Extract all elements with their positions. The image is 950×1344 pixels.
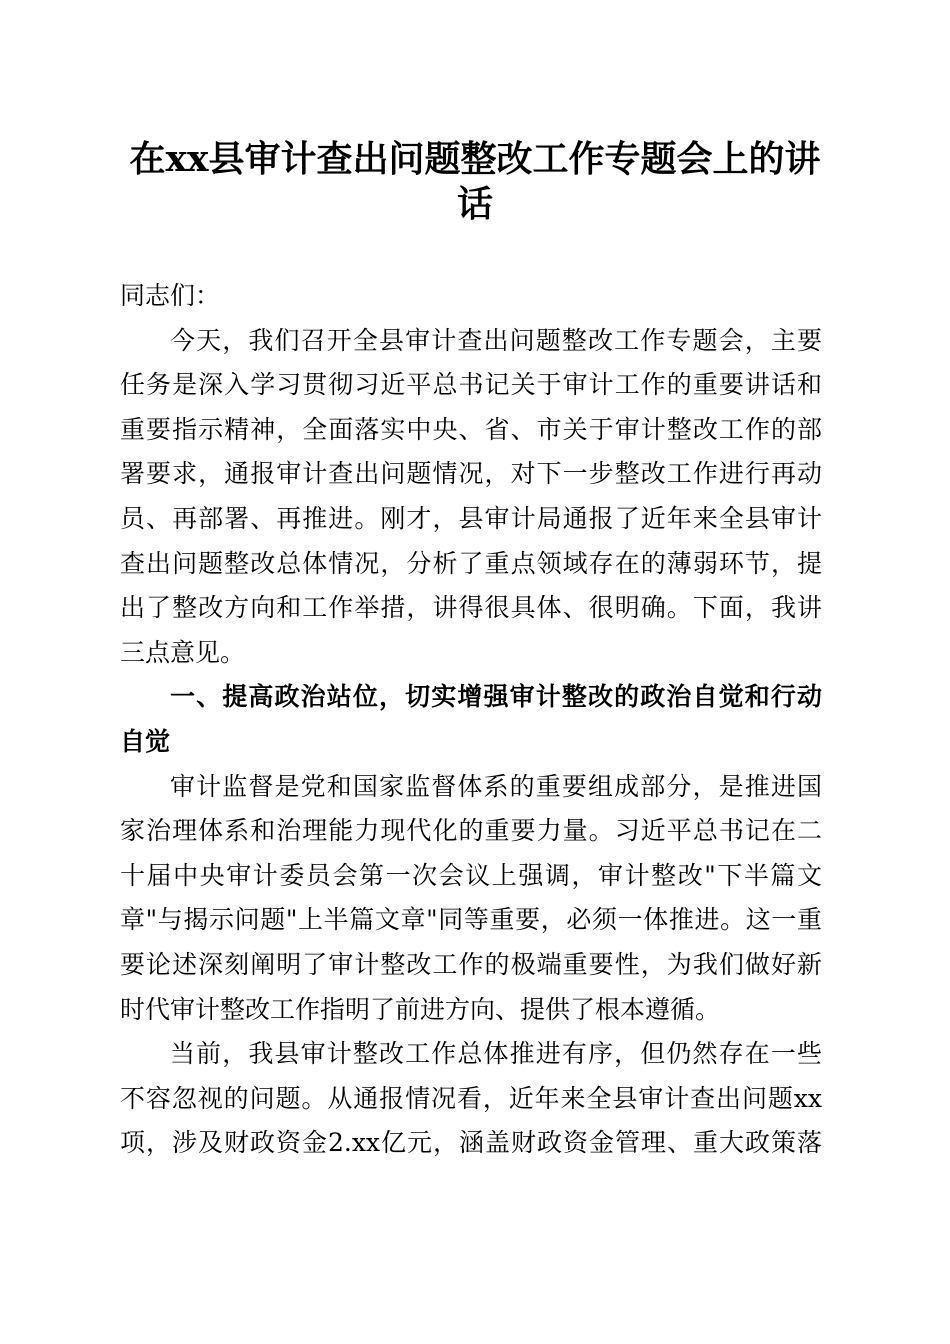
text-line: 今天，我们召开全县审计查出问题整改工作专题会，主要 — [170, 325, 822, 355]
title-line: 话 — [456, 183, 493, 225]
text-line: 时代审计整改工作指明了前进方向、提供了根本遵循。 — [120, 994, 721, 1024]
title-line: 在xx县审计查出问题整改工作专题会上的讲 — [129, 138, 821, 180]
text-line: 家治理体系和治理能力现代化的重要力量。习近平总书记在二 — [120, 816, 822, 846]
section-heading — [120, 675, 822, 764]
text-line: 三点意见。 — [120, 637, 246, 667]
paragraph — [120, 319, 822, 676]
text-line: 审计监督是党和国家监督体系的重要组成部分，是推进国 — [170, 771, 822, 801]
text-line: 自觉 — [120, 726, 171, 756]
paragraph — [120, 1032, 822, 1166]
document-body — [120, 274, 822, 1166]
text-line: 任务是深入学习贯彻习近平总书记关于审计工作的重要讲话和 — [120, 370, 822, 400]
text-line: 不容忽视的问题。从通报情况看，近年来全县审计查出问题xx — [120, 1083, 822, 1113]
text-line: 署要求，通报审计查出问题情况，对下一步整改工作进行再动 — [120, 459, 822, 489]
text-line: 章"与揭示问题"上半篇文章"同等重要，必须一体推进。这一重 — [120, 905, 822, 935]
salutation: 同志们： — [120, 281, 221, 310]
document-title — [120, 137, 830, 227]
paragraph — [120, 765, 822, 1033]
text-line: 查出问题整改总体情况，分析了重点领域存在的薄弱环节，提 — [120, 548, 822, 578]
text-line: 员、再部署、再推进。刚才，县审计局通报了近年来全县审计 — [120, 503, 822, 533]
text-line: 一、提高政治站位，切实增强审计整改的政治自觉和行动 — [170, 682, 822, 712]
text-line: 出了整改方向和工作举措，讲得很具体、很明确。下面，我讲 — [120, 593, 822, 623]
text-line: 重要指示精神，全面落实中央、省、市关于审计整改工作的部 — [120, 414, 822, 444]
text-line: 十届中央审计委员会第一次会议上强调，审计整改"下半篇文 — [120, 860, 822, 890]
text-line: 当前，我县审计整改工作总体推进有序，但仍然存在一些 — [170, 1039, 822, 1069]
text-line: 要论述深刻阐明了审计整改工作的极端重要性，为我们做好新 — [120, 949, 822, 979]
text-line: 项，涉及财政资金2.xx亿元，涵盖财政资金管理、重大政策落 — [120, 1128, 822, 1158]
